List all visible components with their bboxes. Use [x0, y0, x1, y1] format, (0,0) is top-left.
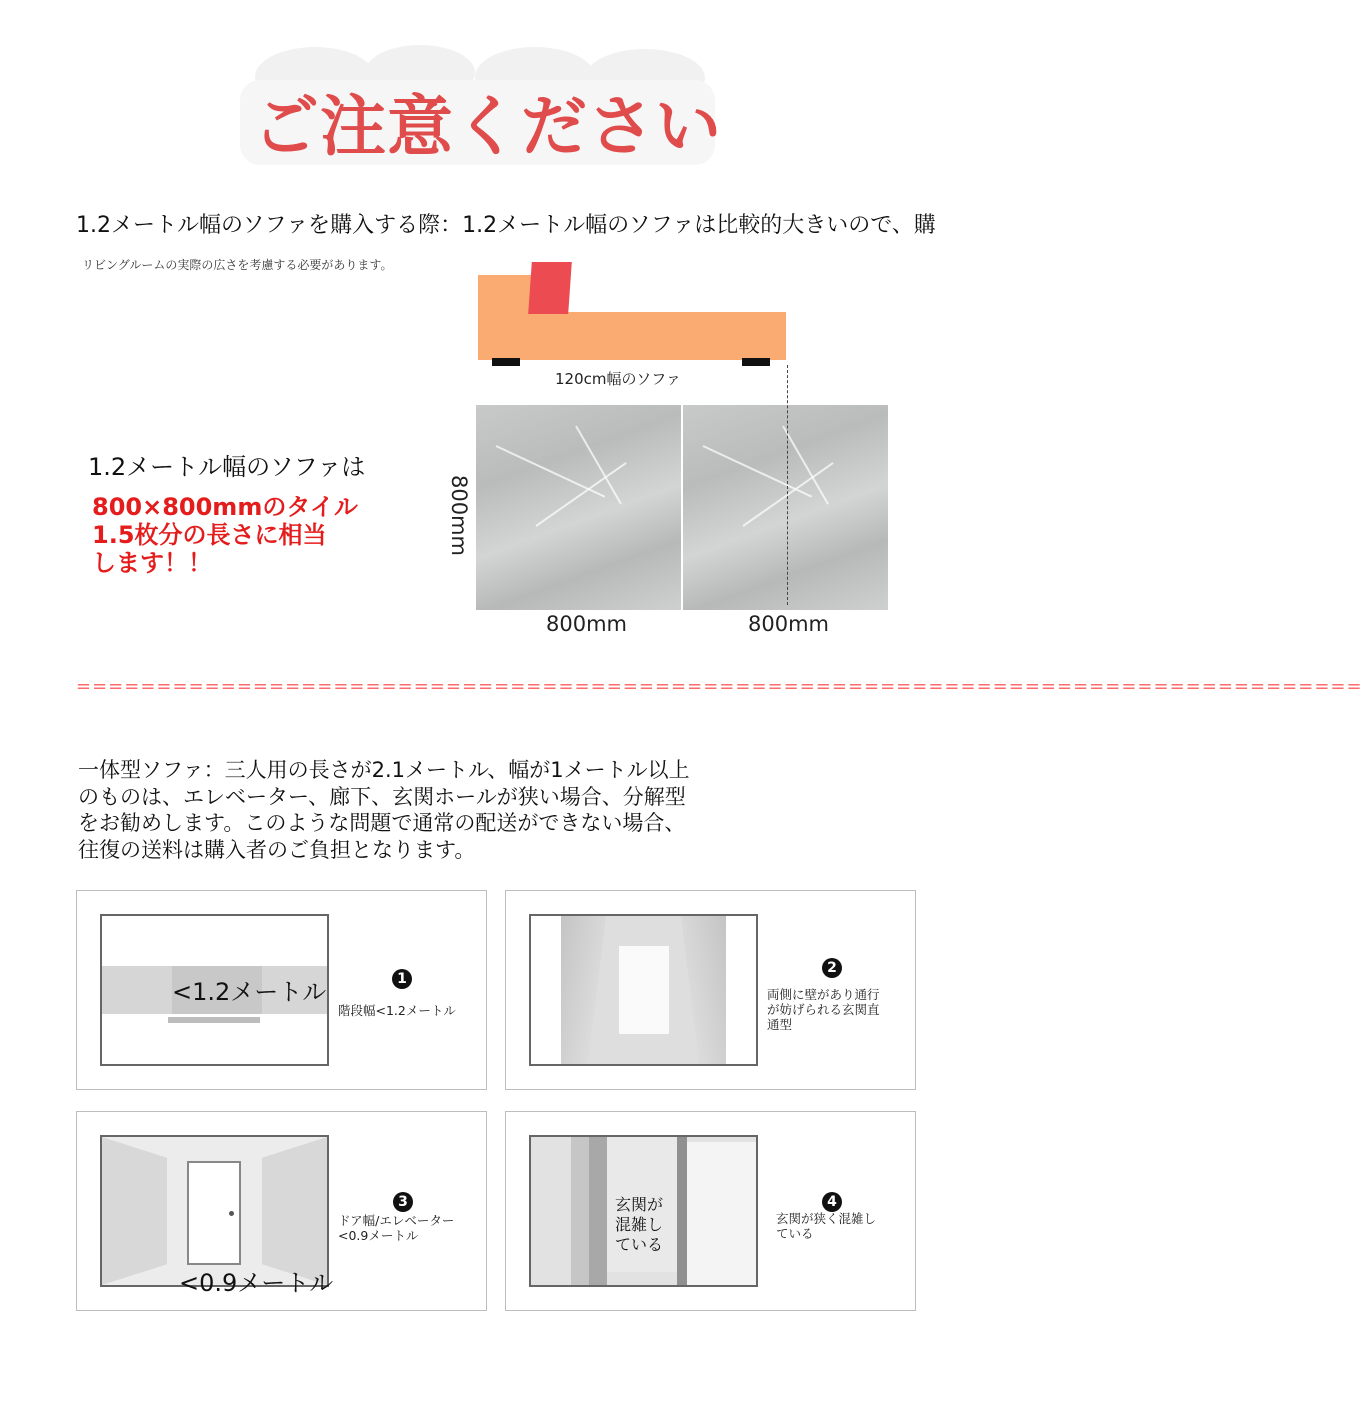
highlight-text — [92, 493, 358, 577]
description-line: 玄関が狭く混雑し — [776, 1211, 877, 1226]
width-label: <1.2メートル — [172, 978, 327, 1006]
highlight-line: します！！ — [92, 549, 212, 577]
entrance-illustration — [529, 1135, 758, 1287]
tile-height-label: 800mm — [447, 475, 471, 556]
panel-stairs — [76, 890, 487, 1090]
description-line: が妨げられる玄関直 — [767, 1002, 880, 1017]
panel-description — [338, 1213, 454, 1243]
congestion-line: 玄関が — [615, 1195, 664, 1214]
notice-paragraph — [78, 757, 838, 863]
highlight-line: 1.5枚分の長さに相当 — [92, 521, 327, 549]
description-line: 両側に壁があり通行 — [767, 987, 880, 1002]
marble-tile — [476, 405, 681, 610]
tile-width-label: 800mm — [748, 612, 829, 636]
number-badge: 3 — [393, 1192, 413, 1212]
width-label: <0.9メートル — [179, 1269, 334, 1297]
highlight-line: 800×800mmのタイル — [92, 493, 358, 521]
panel-corridor — [505, 890, 916, 1090]
panel-entrance — [505, 1111, 916, 1311]
notice-line: 一体型ソファ：三人用の長さが2.1メートル、幅が1メートル以上 — [78, 758, 690, 782]
tile-width-label: 800mm — [546, 612, 627, 636]
corridor-illustration — [529, 914, 758, 1066]
door — [187, 1161, 241, 1265]
congestion-line: ている — [615, 1235, 664, 1254]
sofa-heading: 1.2メートル幅のソファは — [88, 453, 366, 481]
door-knob — [229, 1211, 234, 1216]
notice-line: をお勧めします。このような問題で通常の配送ができない場合、 — [78, 811, 686, 835]
divider — [76, 676, 1363, 697]
sofa-leg — [492, 358, 520, 366]
description-line: 階段幅<1.2メートル — [338, 1003, 456, 1018]
notice-line: 往復の送料は購入者のご負担となります。 — [78, 837, 476, 862]
sofa-pillow — [528, 262, 572, 314]
notice-line: のものは、エレベーター、廊下、玄関ホールが狭い場合、分解型 — [78, 784, 686, 809]
panel-door — [76, 1111, 487, 1311]
divider-row: ================================================================================ — [76, 676, 1363, 697]
page-title: ご注意ください — [253, 88, 722, 165]
description-line: ている — [776, 1226, 814, 1241]
number-badge: 1 — [392, 969, 412, 989]
congestion-line: 混雑し — [615, 1215, 664, 1234]
intro-subline: リビングルームの実際の広さを考慮する必要があります。 — [82, 258, 393, 272]
sofa-leg — [742, 358, 770, 366]
panel-description — [767, 987, 880, 1032]
panel-description — [338, 1003, 456, 1018]
number-badge: 4 — [822, 1192, 842, 1212]
description-line: 通型 — [767, 1017, 793, 1032]
title-banner — [235, 45, 720, 170]
number-badge: 2 — [822, 958, 842, 978]
panel-description — [776, 1211, 876, 1241]
stairs-illustration — [100, 914, 329, 1066]
sofa-caption: 120cm幅のソファ — [555, 370, 681, 388]
description-line: ドア幅/エレベーター — [338, 1213, 455, 1228]
congestion-label — [615, 1195, 663, 1255]
intro-line: 1.2メートル幅のソファを購入する際：1.2メートル幅のソファは比較的大きいので、購 — [76, 213, 936, 238]
marble-tile — [683, 405, 888, 610]
dashed-guide — [787, 365, 788, 605]
description-line: <0.9メートル — [338, 1228, 419, 1243]
door-illustration — [100, 1135, 334, 1297]
